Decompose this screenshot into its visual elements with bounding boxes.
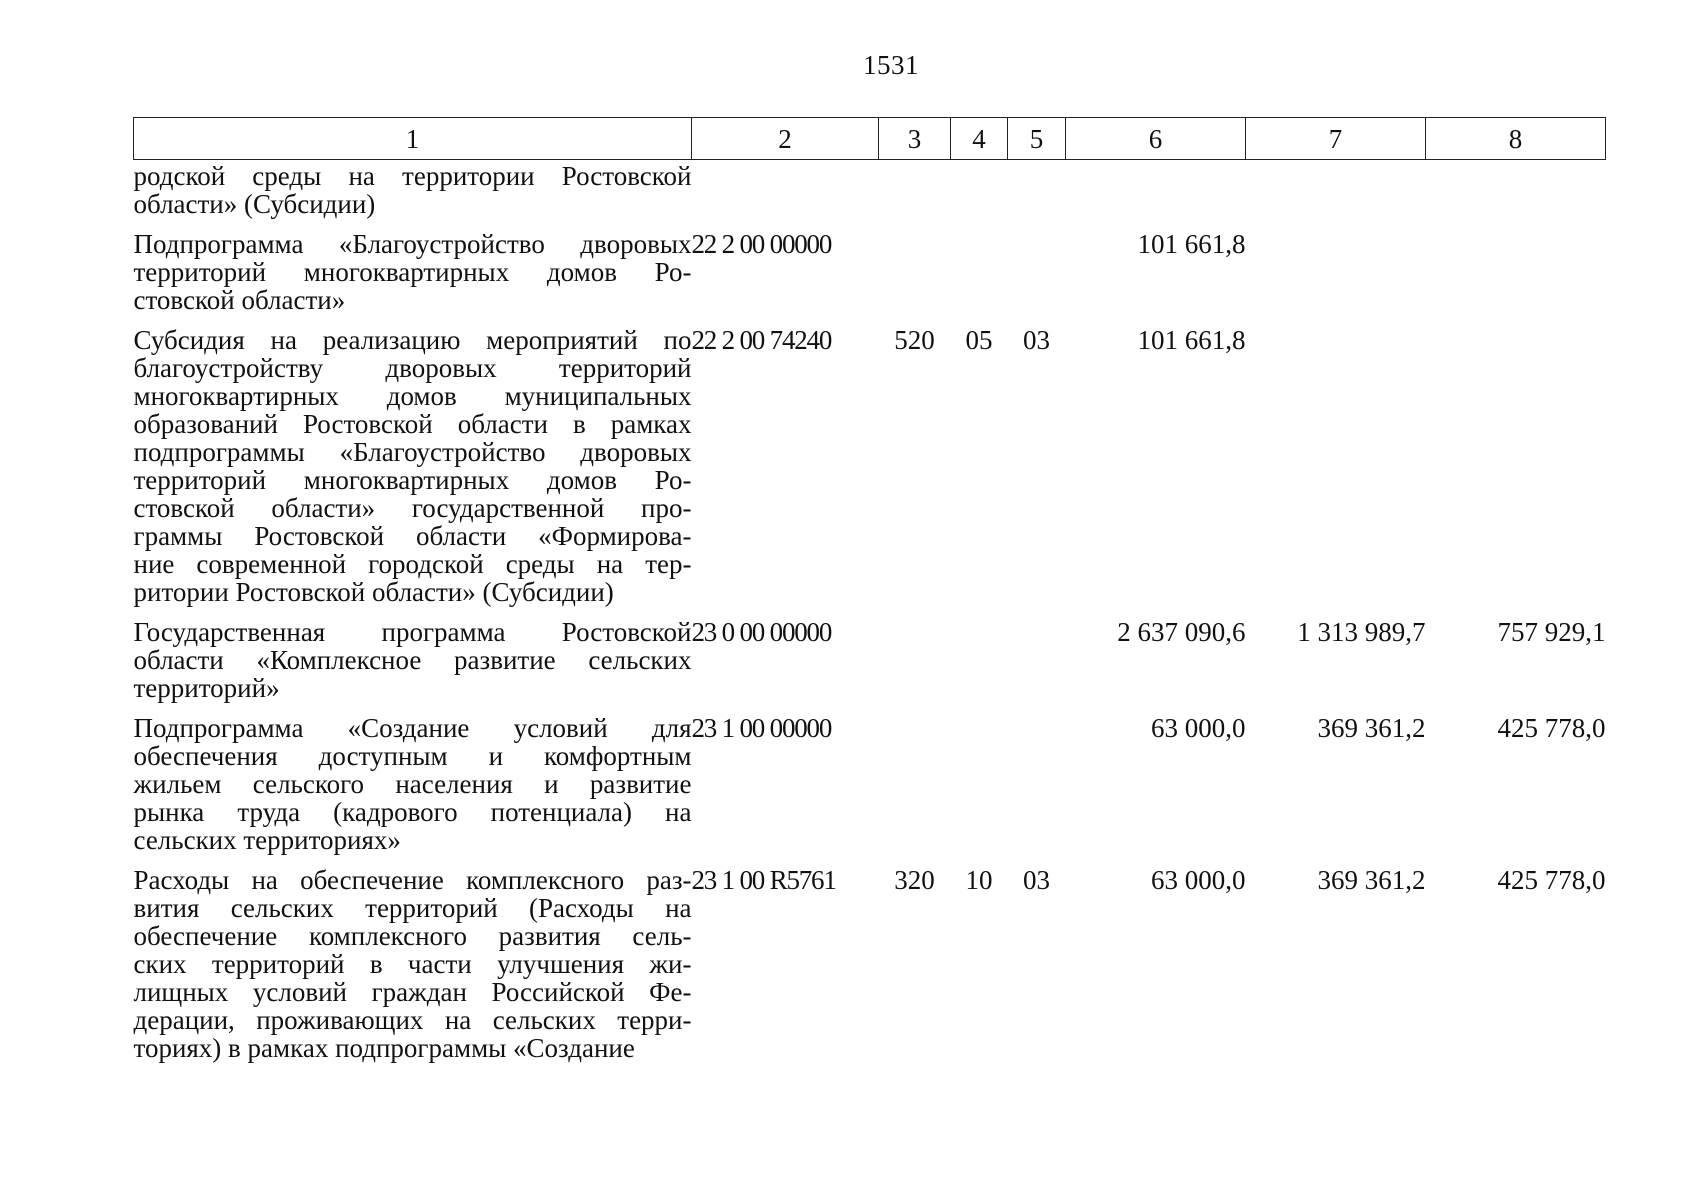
row-name-line: территорий многоквартирных домов Ро-: [133, 465, 692, 495]
header-col-1: 1: [134, 118, 692, 160]
row-name-line: Подпрограмма «Благоустройство дворовых: [133, 229, 692, 259]
row-col6-cell: [1066, 160, 1246, 219]
row-name-cell: [134, 314, 692, 606]
row-code-cell: 22 2 00 74240: [691, 325, 832, 355]
table-row: [134, 160, 1606, 219]
row-col5-cell: 03: [1023, 865, 1050, 895]
row-code-cell: 23 0 00 00000: [691, 617, 832, 647]
row-col8-cell: [1426, 314, 1606, 606]
row-name-line: области «Комплексное развитие сельских: [133, 645, 692, 675]
row-name-line: дерации, проживающих на сельских терри-: [133, 1005, 692, 1035]
row-code-cell: 23 1 00 00000: [691, 713, 832, 743]
row-name-line: стовской области» государственной про-: [133, 493, 692, 523]
header-col-3: 3: [879, 118, 951, 160]
row-name-line: рынка труда (кадрового потенциала) на: [133, 797, 692, 827]
row-name-line: Субсидия на реализацию мероприятий по: [133, 325, 692, 355]
row-col5-cell: [1008, 160, 1066, 219]
table-body: [134, 160, 1606, 1063]
header-col-6: 6: [1066, 118, 1246, 160]
row-name-line: Государственная программа Ростовской: [133, 617, 692, 647]
row-col3-cell: [879, 160, 951, 219]
row-name-line: граммы Ростовской области «Формирова-: [133, 521, 692, 551]
row-col6-cell: 101 661,8: [1137, 325, 1246, 355]
row-col6-cell: 2 637 090,6: [1117, 617, 1246, 647]
row-col4-cell: 05: [965, 325, 993, 355]
row-col5-cell: [1008, 606, 1066, 702]
row-name-line: Подпрограмма «Создание условий для: [133, 713, 692, 743]
row-name-line: лищных условий граждан Российской Фе-: [133, 977, 692, 1007]
row-col3-cell: [879, 218, 951, 314]
table-row: [134, 218, 1606, 314]
row-name-cell: [134, 702, 692, 854]
table-row: [134, 854, 1606, 1062]
header-col-4: 4: [951, 118, 1008, 160]
row-name-line: ториях) в рамках подпрограммы «Создание: [133, 1033, 635, 1063]
row-code-cell: 22 2 00 00000: [691, 229, 832, 259]
row-col4-cell: [951, 160, 1008, 219]
row-name-cell: [134, 160, 692, 219]
row-name-line: благоустройству дворовых территорий: [133, 353, 692, 383]
row-col6-cell: 63 000,0: [1151, 865, 1246, 895]
row-col7-cell: 369 361,2: [1317, 865, 1426, 895]
row-col6-cell: 101 661,8: [1137, 229, 1246, 259]
row-col5-cell: 03: [1023, 325, 1050, 355]
table-row: [134, 606, 1606, 702]
row-name-line: жильем сельского населения и развитие: [133, 769, 692, 799]
row-name-line: области» (Субсидии): [133, 189, 376, 219]
row-col4-cell: [951, 702, 1008, 854]
row-name-cell: [134, 218, 692, 314]
row-col7-cell: 369 361,2: [1317, 713, 1426, 743]
header-col-2: 2: [692, 118, 879, 160]
row-name-line: ритории Ростовской области» (Субсидии): [133, 577, 614, 607]
row-name-line: ние современной городской среды на тер-: [133, 549, 692, 579]
header-col-7: 7: [1246, 118, 1426, 160]
row-col7-cell: [1246, 314, 1426, 606]
row-col3-cell: [879, 606, 951, 702]
page-number: 1531: [863, 50, 919, 80]
row-col5-cell: [1008, 218, 1066, 314]
row-name-line: территорий»: [133, 673, 280, 703]
row-name-line: сельских территориях»: [133, 825, 401, 855]
row-col3-cell: [879, 702, 951, 854]
row-name-line: обеспечение комплексного развития сель-: [133, 921, 692, 951]
row-name-line: ских территорий в части улучшения жи-: [133, 949, 692, 979]
row-name-line: обеспечения доступным и комфортным: [133, 741, 692, 771]
row-col4-cell: [951, 606, 1008, 702]
row-name-line: территорий многоквартирных домов Ро-: [133, 257, 692, 287]
row-name-cell: [134, 606, 692, 702]
header-col-5: 5: [1008, 118, 1066, 160]
header-row: [134, 118, 1606, 160]
row-name-line: многоквартирных домов муниципальных: [133, 381, 692, 411]
budget-table: [133, 117, 1606, 1062]
row-col8-cell: [1426, 160, 1606, 219]
row-col6-cell: 63 000,0: [1151, 713, 1246, 743]
row-col7-cell: [1246, 218, 1426, 314]
header-col-8: 8: [1426, 118, 1606, 160]
row-col8-cell: [1426, 218, 1606, 314]
row-col8-cell: 757 929,1: [1497, 617, 1606, 647]
row-name-line: вития сельских территорий (Расходы на: [133, 893, 692, 923]
row-code-cell: 23 1 00 R5761: [691, 865, 836, 895]
table-row: [134, 702, 1606, 854]
row-col7-cell: 1 313 989,7: [1297, 617, 1426, 647]
row-name-line: родской среды на территории Ростовской: [133, 161, 692, 191]
row-col8-cell: 425 778,0: [1497, 865, 1606, 895]
row-col8-cell: 425 778,0: [1497, 713, 1606, 743]
row-code-cell: [692, 160, 879, 219]
row-name-line: подпрограммы «Благоустройство дворовых: [133, 437, 692, 467]
row-name-line: стовской области»: [133, 285, 346, 315]
table-row: [134, 314, 1606, 606]
row-col3-cell: 320: [894, 865, 935, 895]
row-col3-cell: 520: [894, 325, 935, 355]
row-col4-cell: [951, 218, 1008, 314]
row-col5-cell: [1008, 702, 1066, 854]
row-name-line: образований Ростовской области в рамках: [133, 409, 692, 439]
row-col4-cell: 10: [965, 865, 993, 895]
row-name-cell: [134, 854, 692, 1062]
row-col7-cell: [1246, 160, 1426, 219]
row-name-line: Расходы на обеспечение комплексного раз-: [133, 865, 692, 895]
